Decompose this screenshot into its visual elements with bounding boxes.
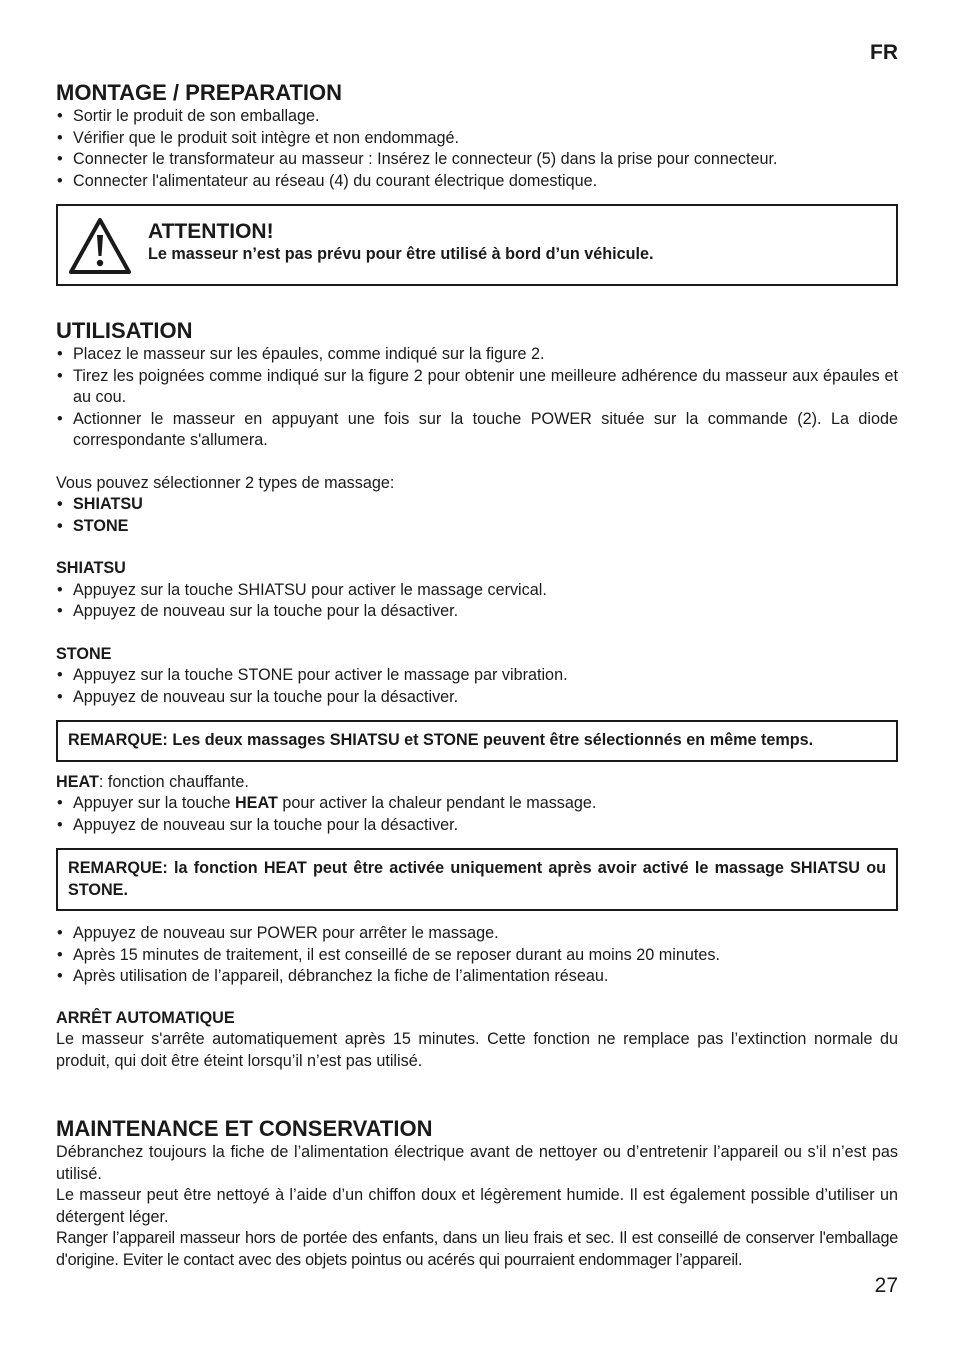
heat-item-bold: HEAT: [234, 794, 278, 812]
maintenance-paragraph: Débranchez toujours la fiche de l’alimentation électrique avant de nettoyer ou d’entretenir l’appareil ou s’il n’est pas utilisé.: [56, 1143, 898, 1183]
list-item: • Placez le masseur sur les épaules, comme indiqué sur la figure 2.: [56, 344, 898, 366]
list-item: • Appuyez de nouveau sur la touche pour la désactiver.: [56, 815, 898, 837]
note-box-heat: REMARQUE: la fonction HEAT peut être activée uniquement après avoir activé le massage SHIATSU ou STONE.: [56, 848, 898, 911]
attention-title: ATTENTION!: [148, 220, 274, 243]
attention-box: [56, 204, 898, 286]
list-item: • Actionner le masseur en appuyant une fois sur la touche POWER située sur la commande (2). La diode correspondante s'allumera.: [56, 409, 898, 452]
massage-types-intro: Vous pouvez sélectionner 2 types de massage:: [56, 473, 395, 492]
list-item: • Appuyez sur la touche STONE pour activer le massage par vibration.: [56, 665, 898, 687]
attention-text: Le masseur n’est pas prévu pour être utilisé à bord d’un véhicule.: [148, 245, 654, 263]
list-item: • Tirez les poignées comme indiqué sur la figure 2 pour obtenir une meilleure adhérence du masseur aux épaules et au cou.: [56, 366, 898, 409]
heat-list: [56, 793, 898, 836]
auto-off-heading: ARRÊT AUTOMATIQUE: [56, 1008, 235, 1027]
warning-triangle-icon: [68, 216, 132, 276]
montage-list: [56, 106, 898, 192]
heat-label: HEAT: [56, 772, 99, 791]
heat-desc: : fonction chauffante.: [98, 772, 249, 791]
auto-off-text: Le masseur s'arrête automatiquement après 15 minutes. Cette fonction ne remplace pas l’extinction normale du produit, qui doit être éteint lorsqu’il n’est pas utilisé.: [56, 1030, 898, 1070]
maintenance-paragraph: Le masseur peut être nettoyé à l’aide d’un chiffon doux et légèrement humide. Il est également possible d’utiliser un détergent léger.: [56, 1186, 898, 1226]
list-item: • Après utilisation de l’appareil, débranchez la fiche de l’alimentation réseau.: [56, 966, 898, 988]
note-box-simultaneous: REMARQUE: Les deux massages SHIATSU et STONE peuvent être sélectionnés en même temps.: [56, 720, 898, 762]
language-code: FR: [870, 41, 898, 64]
shiatsu-heading: SHIATSU: [56, 559, 126, 577]
stone-heading: STONE: [56, 644, 112, 663]
list-item: • Après 15 minutes de traitement, il est conseillé de se reposer durant au moins 20 minutes.: [56, 945, 898, 967]
list-item: • Connecter l'alimentateur au réseau (4) du courant électrique domestique.: [56, 171, 898, 193]
attention-content: [148, 216, 654, 265]
maintenance-paragraph: Ranger l’appareil masseur hors de portée des enfants, dans un lieu frais et sec. Il est conseillé de conserver l'emballage d'origine. Eviter le contact avec des objets pointus ou acérés qui pourraient endommager l’appareil.: [56, 1229, 898, 1269]
list-item: • STONE: [56, 516, 898, 538]
list-item: • Vérifier que le produit soit intègre et non endommagé.: [56, 128, 898, 150]
page-content: [56, 0, 898, 1271]
section-title-utilisation: UTILISATION: [56, 318, 193, 343]
list-item: • Sortir le produit de son emballage.: [56, 106, 898, 128]
heat-item-post: pour activer la chaleur pendant le massage.: [277, 794, 597, 812]
section-title-montage: MONTAGE / PREPARATION: [56, 80, 342, 105]
list-item: • SHIATSU: [56, 494, 898, 516]
list-item: • Appuyez sur la touche SHIATSU pour activer le massage cervical.: [56, 580, 898, 602]
list-item: [56, 793, 898, 815]
after-use-list: [56, 923, 898, 988]
massage-types-list: [56, 494, 898, 537]
utilisation-list: [56, 344, 898, 452]
stone-list: [56, 665, 898, 708]
list-item: • Connecter le transformateur au masseur : Insérez le connecteur (5) dans la prise pour connecteur.: [56, 149, 898, 171]
list-item: • Appuyez de nouveau sur la touche pour la désactiver.: [56, 601, 898, 623]
heat-item-pre: Appuyer sur la touche: [73, 794, 235, 812]
list-item: • Appuyez de nouveau sur la touche pour la désactiver.: [56, 687, 898, 709]
page-number: 27: [874, 1274, 898, 1297]
heat-description: [56, 772, 898, 794]
shiatsu-list: [56, 580, 898, 623]
list-item: • Appuyez de nouveau sur POWER pour arrêter le massage.: [56, 923, 898, 945]
section-title-maintenance: MAINTENANCE ET CONSERVATION: [56, 1116, 433, 1141]
